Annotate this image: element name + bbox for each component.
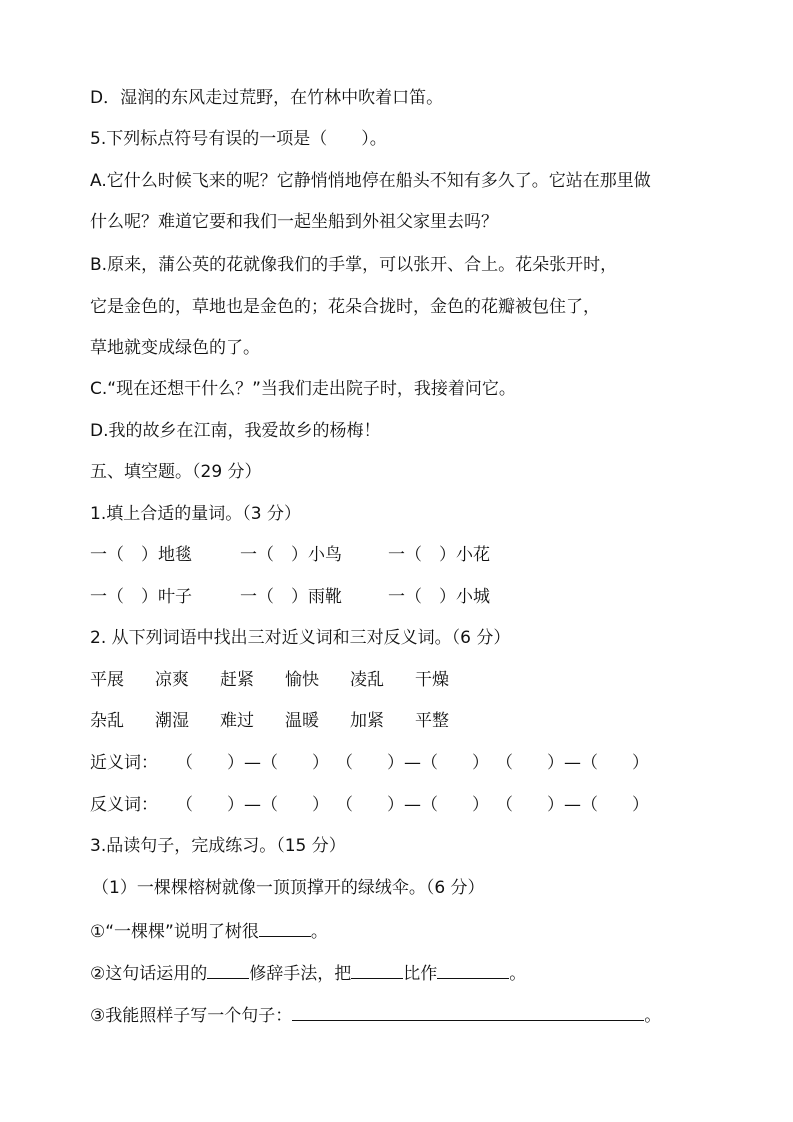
measure-word-blank[interactable]: 一（ ）小城 bbox=[388, 587, 490, 607]
measure-word-blank[interactable]: 一（ ）雨靴 bbox=[240, 587, 342, 607]
synonym-pair-blank[interactable]: （ ）—（ ） bbox=[496, 753, 649, 773]
rhetoric-blank[interactable] bbox=[207, 960, 249, 979]
word: 杂乱 bbox=[90, 711, 124, 731]
word: 平展 bbox=[90, 670, 124, 690]
word: 潮湿 bbox=[155, 711, 189, 731]
q5-option-b-line2: 它是金色的，草地也是金色的；花朵合拢时，金色的花瓣被包住了， bbox=[90, 297, 600, 317]
q2-antonyms-row bbox=[90, 793, 649, 817]
word: 干燥 bbox=[415, 670, 449, 690]
q5-option-a-line2: 什么呢？难道它要和我们一起坐船到外祖父家里去吗？ bbox=[90, 212, 498, 232]
word: 愉快 bbox=[285, 670, 319, 690]
q2-words-row1 bbox=[90, 668, 449, 692]
item1-suffix: 。 bbox=[310, 922, 328, 942]
measure-word-blank[interactable]: 一（ ）小花 bbox=[388, 545, 490, 565]
synonyms-label: 近义词： bbox=[90, 753, 158, 773]
q2-synonyms-row bbox=[90, 751, 649, 775]
word: 凉爽 bbox=[155, 670, 189, 690]
q5-option-a-line1: A.它什么时候飞来的呢？它静悄悄地停在船头不知有多久了。它站在那里做 bbox=[90, 171, 651, 191]
antonym-pair-blank[interactable]: （ ）—（ ） bbox=[336, 795, 489, 815]
q2-words-row2 bbox=[90, 709, 449, 733]
synonym-pair-blank[interactable]: （ ）—（ ） bbox=[176, 753, 329, 773]
q1-row2 bbox=[90, 585, 490, 609]
antonym-pair-blank[interactable]: （ ）—（ ） bbox=[176, 795, 329, 815]
item1-answer-blank[interactable] bbox=[259, 918, 311, 937]
q5-option-b-line1: B.原来，蒲公英的花就像我们的手掌，可以张开、合上。花朵张开时， bbox=[90, 255, 618, 275]
item2-suffix: 。 bbox=[509, 964, 527, 984]
word: 凌乱 bbox=[350, 670, 384, 690]
q3-item1 bbox=[90, 918, 328, 944]
item2-prefix: ②这句话运用的 bbox=[90, 964, 208, 984]
q2-stem: 2. 从下列词语中找出三对近义词和三对反义词。（6 分） bbox=[90, 628, 511, 648]
q3-sub1: （1）一棵棵榕树就像一顶顶撑开的绿绒伞。（6 分） bbox=[92, 878, 485, 898]
q5-option-c: C.“现在还想干什么？”当我们走出院子时，我接着问它。 bbox=[90, 379, 516, 399]
measure-word-blank[interactable]: 一（ ）叶子 bbox=[90, 587, 192, 607]
q3-item2 bbox=[90, 960, 526, 986]
item3-prefix: ③我能照样子写一个句子： bbox=[90, 1006, 293, 1026]
word: 温暖 bbox=[285, 711, 319, 731]
item3-suffix: 。 bbox=[644, 1006, 662, 1026]
item2-mid2: 比作 bbox=[403, 964, 438, 984]
q1-stem: 1.填上合适的量词。（3 分） bbox=[90, 504, 301, 524]
q3-stem: 3.品读句子，完成练习。（15 分） bbox=[90, 836, 346, 856]
word: 赶紧 bbox=[220, 670, 254, 690]
q3-item3 bbox=[90, 1002, 661, 1028]
measure-word-blank[interactable]: 一（ ）地毯 bbox=[90, 545, 192, 565]
measure-word-blank[interactable]: 一（ ）小鸟 bbox=[240, 545, 342, 565]
object-blank[interactable] bbox=[437, 960, 509, 979]
q1-row1 bbox=[90, 543, 490, 567]
antonym-pair-blank[interactable]: （ ）—（ ） bbox=[496, 795, 649, 815]
subject-blank[interactable] bbox=[351, 960, 403, 979]
section5-title: 五、填空题。（29 分） bbox=[90, 462, 262, 482]
q4-option-d: D．湿润的东风走过荒野，在竹林中吹着口笛。 bbox=[90, 88, 444, 108]
item2-mid1: 修辞手法，把 bbox=[249, 964, 352, 984]
synonym-pair-blank[interactable]: （ ）—（ ） bbox=[336, 753, 489, 773]
sentence-answer-blank[interactable] bbox=[292, 1002, 644, 1021]
word: 平整 bbox=[415, 711, 449, 731]
item1-prefix: ①“一棵棵”说明了树很 bbox=[90, 922, 259, 942]
word: 难过 bbox=[220, 711, 254, 731]
q5-option-d: D.我的故乡在江南，我爱故乡的杨梅！ bbox=[90, 421, 381, 441]
antonyms-label: 反义词： bbox=[90, 795, 158, 815]
word: 加紧 bbox=[350, 711, 384, 731]
q5-option-b-line3: 草地就变成绿色的了。 bbox=[90, 338, 260, 358]
q5-stem: 5.下列标点符号有误的一项是（ ）。 bbox=[90, 129, 387, 149]
